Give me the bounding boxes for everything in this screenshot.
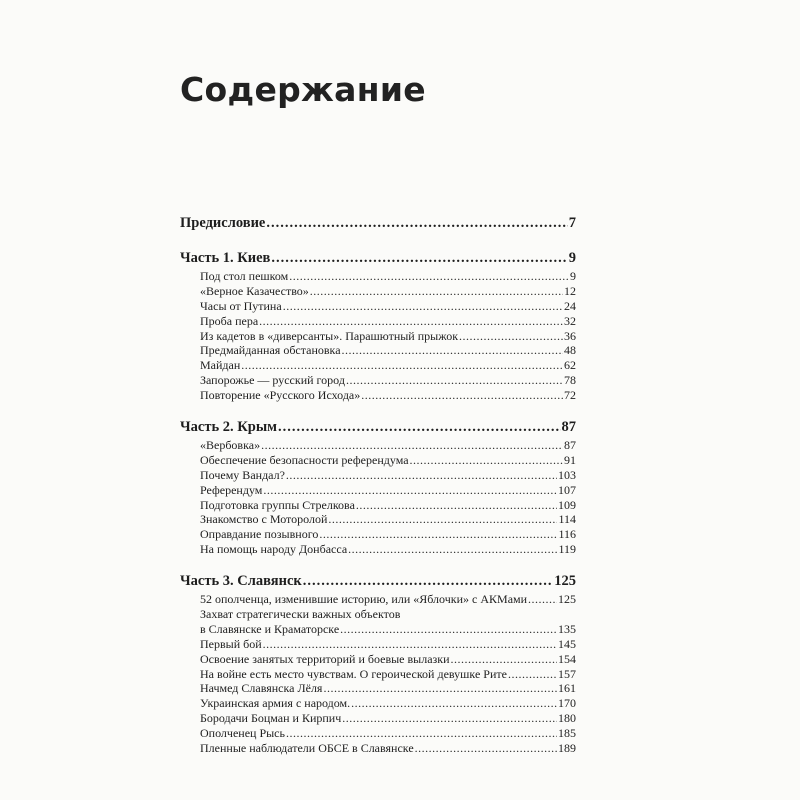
dot-leader [508, 667, 557, 682]
entry-label: Пленные наблюдатели ОБСЕ в Славянске [200, 741, 414, 756]
entry-label-continuation: в Славянске и Краматорске [200, 621, 340, 636]
entry-page: 185 [558, 726, 576, 741]
dot-leader [348, 542, 557, 557]
dot-leader [266, 212, 567, 234]
entry-label: Референдум [200, 482, 263, 497]
toc-entry[interactable] [180, 438, 576, 453]
entry-page: 24 [564, 298, 576, 313]
toc-entry[interactable] [180, 681, 576, 696]
toc-entry[interactable] [180, 373, 576, 388]
toc-entry[interactable] [180, 483, 576, 498]
entry-page: 145 [558, 636, 576, 651]
dot-leader [286, 726, 557, 741]
entry-label: Из кадетов в «диверсанты». Парашютный прыжок [200, 328, 459, 343]
toc-preface[interactable] [180, 212, 576, 234]
dot-leader [303, 570, 554, 592]
entry-page: 107 [558, 482, 576, 497]
toc-entry[interactable] [180, 622, 576, 637]
entry-page: 116 [558, 527, 576, 542]
toc-entry[interactable] [180, 741, 576, 756]
toc-entry[interactable] [180, 652, 576, 667]
entry-page: 154 [558, 651, 576, 666]
dot-leader [351, 696, 557, 711]
entry-page: 78 [564, 373, 576, 388]
entry-label: Освоение занятых территорий и боевые вылазки [200, 651, 450, 666]
entry-label: На войне есть место чувствам. О героической девушке Рите [200, 666, 507, 681]
entry-label: На помощь народу Донбасса [200, 542, 348, 557]
entry-label: «Вербовка» [200, 438, 261, 453]
entry-page: 114 [558, 512, 576, 527]
dot-leader [459, 329, 563, 344]
toc-entry[interactable] [180, 667, 576, 682]
toc-entry[interactable] [180, 343, 576, 358]
toc-part-3 [180, 570, 576, 756]
dot-leader [283, 299, 563, 314]
dot-leader [289, 269, 569, 284]
toc-entry[interactable] [180, 498, 576, 513]
entry-page: 180 [558, 711, 576, 726]
toc-preface-label: Предисловие [180, 215, 266, 231]
dot-leader [310, 284, 563, 299]
dot-leader [410, 453, 563, 468]
entry-label: Майдан [200, 358, 241, 373]
entry-label: Почему Вандал? [200, 467, 285, 482]
entry-page: 125 [558, 592, 576, 607]
toc-part-1 [180, 247, 576, 403]
table-of-contents [180, 212, 576, 756]
entry-page: 87 [564, 438, 576, 453]
dot-leader [356, 498, 557, 513]
entry-page: 62 [564, 358, 576, 373]
entry-label: Подготовка группы Стрелкова [200, 497, 355, 512]
entry-label: Захват стратегически важных объектов [200, 607, 401, 622]
dot-leader [261, 438, 563, 453]
toc-entry[interactable] [180, 269, 576, 284]
toc-entry[interactable] [180, 726, 576, 741]
toc-entry[interactable] [180, 388, 576, 403]
toc-entry[interactable] [180, 592, 576, 607]
entry-page: 103 [558, 467, 576, 482]
dot-leader [271, 247, 567, 269]
toc-entry[interactable] [180, 299, 576, 314]
entry-page: 36 [564, 328, 576, 343]
dot-leader [263, 637, 557, 652]
dot-leader [278, 416, 560, 438]
entry-label: Украинская армия с народом. [200, 696, 351, 711]
entry-page: 48 [564, 343, 576, 358]
entry-page: 170 [558, 696, 576, 711]
toc-entry[interactable] [180, 358, 576, 373]
entry-page: 109 [558, 497, 576, 512]
toc-part-2 [180, 416, 576, 557]
toc-preface-group [180, 212, 576, 234]
toc-part-heading[interactable] [180, 570, 576, 592]
dot-leader [241, 358, 563, 373]
dot-leader [528, 592, 557, 607]
entry-label: «Верное Казачество» [200, 283, 309, 298]
entry-page: 72 [564, 388, 576, 403]
entry-label: Бородачи Боцман и Кирпич [200, 711, 342, 726]
entry-page: 91 [564, 452, 576, 467]
entry-label: Под стол пешком [200, 269, 289, 283]
part-page: 9 [568, 250, 576, 266]
entry-page: 12 [564, 283, 576, 298]
toc-entry[interactable] [180, 711, 576, 726]
toc-preface-page: 7 [568, 215, 576, 231]
toc-part-heading[interactable] [180, 247, 576, 269]
entry-label: Проба пера [200, 313, 259, 328]
entry-label: 52 ополченца, изменившие историю, или «Яблочки» с АКМами [200, 592, 528, 607]
dot-leader [346, 373, 563, 388]
dot-leader [263, 483, 557, 498]
entry-label: Начмед Славянска Лёля [200, 681, 323, 696]
entry-label: Часы от Путина [200, 298, 282, 313]
entry-page: 9 [570, 269, 576, 283]
dot-leader [319, 527, 557, 542]
entry-page: 119 [558, 542, 576, 557]
toc-entry[interactable] [180, 527, 576, 542]
part-label: Часть 2. Крым [180, 419, 278, 436]
toc-entry[interactable] [180, 329, 576, 344]
entry-label: Знакомство с Моторолой [200, 512, 328, 527]
entry-page: 189 [558, 741, 576, 756]
dot-leader [328, 512, 557, 527]
entry-label: Повторение «Русского Исхода» [200, 388, 361, 403]
part-page: 87 [561, 419, 576, 436]
entry-page: 32 [564, 313, 576, 328]
page-title: Содержание [180, 70, 426, 109]
part-label: Часть 3. Славянск [180, 573, 302, 590]
part-page: 125 [554, 573, 576, 590]
toc-entry[interactable] [180, 542, 576, 557]
dot-leader [286, 468, 557, 483]
toc-entry[interactable] [180, 468, 576, 483]
dot-leader [342, 343, 563, 358]
toc-entry[interactable] [180, 637, 576, 652]
dot-leader [451, 652, 557, 667]
entry-label: Обеспечение безопасности референдума [200, 452, 409, 467]
toc-entry[interactable] [180, 453, 576, 468]
entry-label: Запорожье — русский город [200, 373, 345, 388]
entry-label: Оправдание позывного [200, 527, 319, 542]
dot-leader [361, 388, 563, 403]
toc-entry[interactable] [180, 696, 576, 711]
entry-page: 157 [558, 666, 576, 681]
toc-entry[interactable] [180, 512, 576, 527]
part-label: Часть 1. Киев [180, 250, 271, 266]
toc-part-heading[interactable] [180, 416, 576, 438]
dot-leader [340, 622, 557, 637]
dot-leader [415, 741, 557, 756]
dot-leader [323, 681, 557, 696]
entry-label: Первый бой [200, 636, 262, 651]
dot-leader [259, 314, 563, 329]
dot-leader [342, 711, 557, 726]
entry-page: 135 [558, 621, 576, 636]
toc-entry[interactable] [180, 284, 576, 299]
toc-entry-wrap-first-line[interactable] [180, 607, 576, 622]
entry-page: 161 [558, 681, 576, 696]
entry-label: Предмайданная обстановка [200, 343, 341, 358]
toc-entry[interactable] [180, 314, 576, 329]
entry-label: Ополченец Рысь [200, 726, 285, 741]
